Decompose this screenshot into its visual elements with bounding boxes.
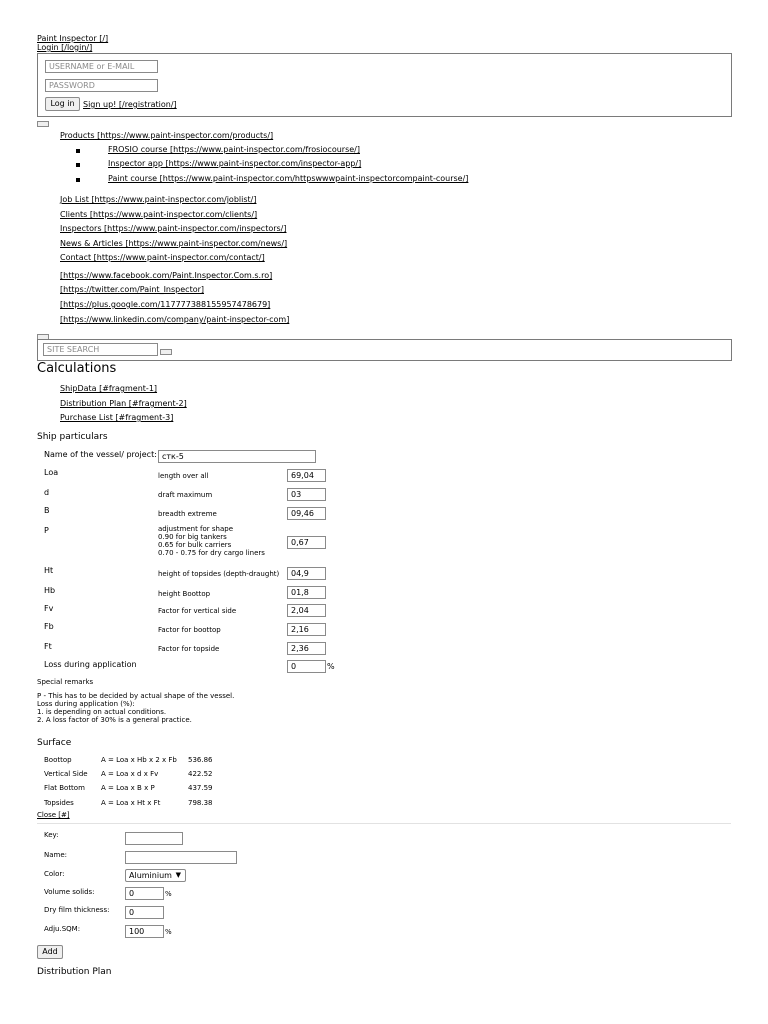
name-input[interactable] bbox=[125, 851, 237, 864]
volume-label: Volume solids: bbox=[44, 888, 95, 896]
row-description: breadth extreme bbox=[158, 510, 217, 518]
nav-joblist[interactable]: Job List [https://www.paint-inspector.com/joblist/] bbox=[60, 195, 257, 204]
row-symbol: Loa bbox=[44, 468, 59, 477]
dft-input[interactable]: 0 bbox=[125, 906, 164, 919]
nav-sub-paint-course[interactable]: Paint course [https://www.paint-inspector.com/httpswwwpaint-inspectorcompaint-course/] bbox=[108, 174, 469, 183]
signup-link[interactable]: Sign up! [/registration/] bbox=[83, 100, 177, 109]
row-description: Factor for topside bbox=[158, 645, 220, 653]
key-label: Key: bbox=[44, 831, 59, 839]
distribution-plan-heading: Distribution Plan bbox=[37, 967, 112, 977]
surface-name: Vertical Side bbox=[44, 770, 88, 778]
surface-value: 536.86 bbox=[188, 756, 213, 764]
color-select[interactable] bbox=[125, 869, 186, 882]
nav-contact[interactable]: Contact [https://www.paint-inspector.com/contact/] bbox=[60, 253, 265, 262]
bullet-icon bbox=[76, 149, 80, 153]
loss-input[interactable]: 0 bbox=[287, 660, 326, 673]
key-input[interactable] bbox=[125, 832, 183, 845]
volume-solids-input[interactable]: 0 bbox=[125, 887, 164, 900]
percent-sign: % bbox=[327, 662, 335, 671]
menu-toggle-button[interactable] bbox=[37, 121, 49, 127]
row-description: length over all bbox=[158, 472, 209, 480]
topside-factor-input[interactable]: 2,36 bbox=[287, 642, 326, 655]
nav-news[interactable]: News & Articles [https://www.paint-inspector.com/news/] bbox=[60, 239, 288, 248]
row-symbol: Hb bbox=[44, 586, 56, 595]
row-symbol: Ht bbox=[44, 566, 54, 575]
boottop-height-input[interactable]: 01,8 bbox=[287, 586, 326, 599]
nav-sub-frosio[interactable]: FROSIO course [https://www.paint-inspector.com/frosiocourse/] bbox=[108, 145, 360, 154]
ship-particulars-heading: Ship particulars bbox=[37, 432, 108, 442]
surface-name: Topsides bbox=[44, 799, 74, 807]
search-box bbox=[37, 339, 732, 361]
close-link[interactable]: Close [#] bbox=[37, 811, 70, 819]
row-description: Factor for boottop bbox=[158, 626, 221, 634]
color-label: Color: bbox=[44, 870, 65, 878]
tab-shipdata[interactable]: ShipData [#fragment-1] bbox=[60, 384, 158, 393]
vessel-name-input[interactable]: cтк-5 bbox=[158, 450, 316, 463]
bullet-icon bbox=[76, 178, 80, 182]
dft-label: Dry film thickness: bbox=[44, 906, 110, 914]
remarks-heading: Special remarks bbox=[37, 678, 94, 686]
loss-label: Loss during application bbox=[44, 660, 137, 669]
row-description: Factor for vertical side bbox=[158, 607, 237, 615]
login-button[interactable]: Log in bbox=[45, 97, 80, 111]
adju-label: Adju.SQM: bbox=[44, 925, 81, 933]
row-description: height of topsides (depth-draught) bbox=[158, 570, 280, 578]
draft-input[interactable]: 03 bbox=[287, 488, 326, 501]
row-symbol: P bbox=[44, 526, 49, 535]
row-symbol: Ft bbox=[44, 642, 52, 651]
row-symbol: B bbox=[44, 506, 50, 515]
surface-name: Boottop bbox=[44, 756, 72, 764]
nav-clients[interactable]: Clients [https://www.paint-inspector.com/clients/] bbox=[60, 210, 258, 219]
social-google-link[interactable]: [https://plus.google.com/117777388155957478679] bbox=[60, 300, 271, 309]
nav-inspectors[interactable]: Inspectors [https://www.paint-inspector.com/inspectors/] bbox=[60, 224, 287, 233]
row-symbol: Fv bbox=[44, 604, 54, 613]
nav-products[interactable]: Products [https://www.paint-inspector.com/products/] bbox=[60, 131, 274, 140]
username-field[interactable]: USERNAME or E-MAIL bbox=[45, 60, 158, 73]
shape-adjustment-input[interactable]: 0,67 bbox=[287, 536, 326, 549]
surface-formula: A = Loa x B x P bbox=[101, 784, 155, 792]
chevron-down-icon: ▼ bbox=[175, 871, 181, 879]
row-description: height Boottop bbox=[158, 590, 211, 598]
tab-purchase-list[interactable]: Purchase List [#fragment-3] bbox=[60, 413, 174, 422]
social-linkedin-link[interactable]: [https://www.linkedin.com/company/paint-inspector-com] bbox=[60, 315, 290, 324]
page-title: Calculations bbox=[37, 361, 117, 376]
surface-name: Flat Bottom bbox=[44, 784, 85, 792]
row-symbol: Fb bbox=[44, 622, 54, 631]
boottop-factor-input[interactable]: 2,16 bbox=[287, 623, 326, 636]
surface-value: 798.38 bbox=[188, 799, 213, 807]
surface-formula: A = Loa x Ht x Ft bbox=[101, 799, 161, 807]
surface-heading: Surface bbox=[37, 738, 72, 748]
topsides-height-input[interactable]: 04,9 bbox=[287, 567, 326, 580]
login-box bbox=[37, 53, 732, 117]
percent-sign: % bbox=[165, 890, 172, 898]
row-symbol: d bbox=[44, 488, 50, 497]
row-description: draft maximum bbox=[158, 491, 213, 499]
vertical-factor-input[interactable]: 2,04 bbox=[287, 604, 326, 617]
social-facebook-link[interactable]: [https://www.facebook.com/Paint.Inspector.Com.s.ro] bbox=[60, 271, 273, 280]
breadth-input[interactable]: 09,46 bbox=[287, 507, 326, 520]
search-input[interactable]: SITE SEARCH bbox=[43, 343, 158, 356]
surface-formula: A = Loa x Hb x 2 x Fb bbox=[101, 756, 177, 764]
tab-distribution-plan[interactable]: Distribution Plan [#fragment-2] bbox=[60, 399, 187, 408]
add-button[interactable]: Add bbox=[37, 945, 63, 959]
adju-sqm-input[interactable]: 100 bbox=[125, 925, 164, 938]
loa-input[interactable]: 69,04 bbox=[287, 469, 326, 482]
row-description: adjustment for shape 0.90 for big tankers 0.65 for bulk carriers 0.70 - 0.75 for dry cargo liners bbox=[158, 525, 265, 557]
divider bbox=[37, 823, 731, 824]
surface-value: 437.59 bbox=[188, 784, 213, 792]
surface-formula: A = Loa x d x Fv bbox=[101, 770, 159, 778]
nav-sub-inspector-app[interactable]: Inspector app [https://www.paint-inspector.com/inspector-app/] bbox=[108, 159, 362, 168]
password-field[interactable]: PASSWORD bbox=[45, 79, 158, 92]
percent-sign: % bbox=[165, 928, 172, 936]
home-link[interactable]: Paint Inspector [/] bbox=[37, 34, 109, 43]
social-twitter-link[interactable]: [https://twitter.com/Paint_Inspector] bbox=[60, 285, 205, 294]
login-link[interactable]: Login [/login/] bbox=[37, 43, 93, 52]
color-select-value: Aluminium bbox=[129, 871, 172, 880]
surface-value: 422.52 bbox=[188, 770, 213, 778]
name-label: Name: bbox=[44, 851, 68, 859]
search-button[interactable] bbox=[160, 349, 172, 355]
bullet-icon bbox=[76, 163, 80, 167]
remarks-text: P - This has to be decided by actual shape of the vessel. Loss during application (%): 1. is depending on actual conditions. 2. A loss factor of 30% is a general practice. bbox=[37, 692, 235, 724]
vessel-label: Name of the vessel/ project: bbox=[44, 450, 157, 459]
